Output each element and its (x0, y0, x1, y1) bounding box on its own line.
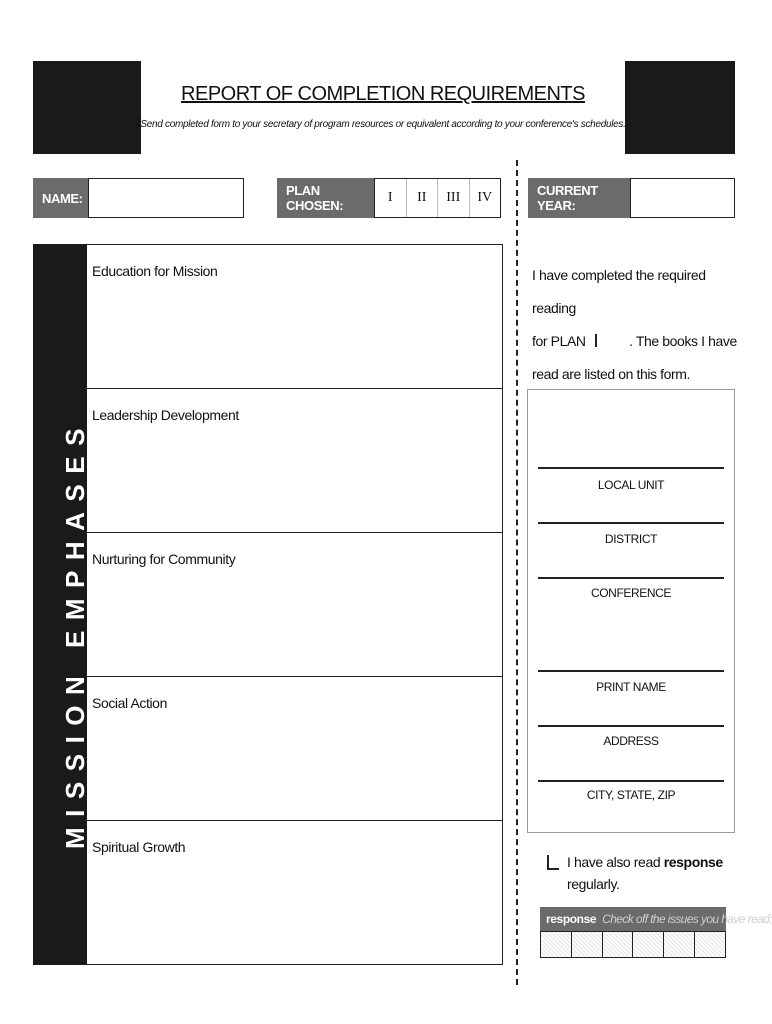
response-issues-grid (540, 931, 726, 958)
print-name-line[interactable] (538, 670, 724, 672)
conference-label: CONFERENCE (590, 586, 671, 600)
checkbox-text-bold: response (663, 854, 723, 870)
name-field[interactable] (88, 178, 244, 218)
issue-checkbox[interactable] (571, 932, 602, 957)
issue-checkbox[interactable] (632, 932, 663, 957)
city-state-zip-line[interactable] (538, 780, 724, 782)
form-subtitle: (Send completed form to your secretary of program resources or equivalent according to your conference's schedules.) (137, 119, 629, 130)
plan-chosen-label: PLAN CHOSEN: (277, 178, 374, 218)
section-education[interactable] (87, 245, 502, 389)
conference-line[interactable] (538, 577, 724, 579)
issue-checkbox[interactable] (602, 932, 633, 957)
current-year-field[interactable] (630, 178, 735, 218)
section-social-action[interactable] (87, 677, 502, 821)
print-name-label: PRINT NAME (596, 680, 666, 694)
section-leadership[interactable] (87, 389, 502, 533)
city-state-zip-label: CITY, STATE, ZIP (586, 788, 676, 802)
mission-sidebar (33, 244, 90, 965)
plan-option-1[interactable]: I (387, 190, 393, 205)
signature-box (527, 389, 735, 833)
plan-option-2[interactable]: II (406, 179, 438, 217)
plan-options (374, 178, 501, 218)
address-line[interactable] (538, 725, 724, 727)
completion-plan-prefix: for PLAN (532, 333, 586, 349)
response-checkbox[interactable] (547, 855, 559, 870)
response-checkbox-label (547, 851, 737, 895)
issue-checkbox[interactable] (694, 932, 725, 957)
response-brand: response (546, 912, 597, 926)
district-line[interactable] (538, 522, 724, 524)
address-label: ADDRESS (603, 734, 659, 748)
name-label: NAME: (33, 178, 88, 218)
cut-line-divider (516, 160, 518, 985)
header-title-panel (137, 61, 629, 154)
section-title: Spiritual Growth (92, 839, 186, 855)
checkbox-text-b: regularly. (567, 876, 620, 892)
response-hint: Check off the issues you have read: (602, 912, 772, 926)
checkbox-text-a: I have also read (567, 854, 661, 870)
issue-checkbox[interactable] (663, 932, 694, 957)
section-nurturing[interactable] (87, 533, 502, 677)
section-title: Nurturing for Community (92, 551, 236, 567)
completion-line-2 (532, 325, 742, 358)
mission-sections (87, 244, 503, 965)
response-issues-bar (540, 907, 772, 931)
current-year-label: CURRENT YEAR: (528, 178, 630, 218)
section-title: Leadership Development (92, 407, 239, 423)
section-title: Social Action (92, 695, 167, 711)
section-spiritual-growth[interactable] (87, 821, 502, 965)
completion-line-1: I have completed the required reading (532, 267, 706, 316)
completion-statement (532, 259, 742, 391)
section-title: Education for Mission (92, 263, 218, 279)
district-label: DISTRICT (604, 532, 658, 546)
response-checkbox-row (547, 851, 737, 895)
local-unit-line[interactable] (538, 467, 724, 469)
plan-option-3[interactable]: III (437, 179, 469, 217)
plan-option-4[interactable]: IV (469, 179, 501, 217)
issue-checkbox[interactable] (541, 932, 571, 957)
plan-cursor (595, 334, 597, 347)
mission-emphases-label: MISSION EMPHASES (60, 418, 90, 849)
completion-line-3: read are listed on this form. (532, 366, 691, 382)
completion-plan-suffix: . The books I have (629, 333, 737, 349)
form-title: REPORT OF COMPLETION REQUIREMENTS (181, 83, 585, 105)
form-header (33, 61, 735, 154)
local-unit-label: LOCAL UNIT (597, 478, 665, 492)
